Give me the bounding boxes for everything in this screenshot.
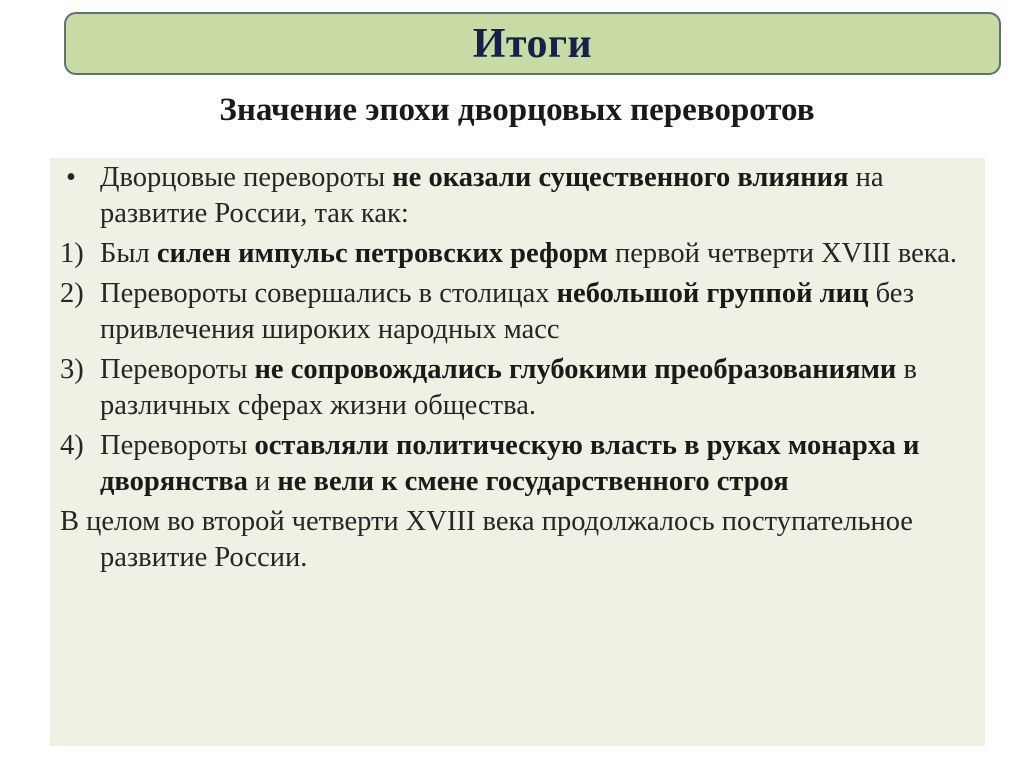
list-marker: 1) xyxy=(60,238,84,269)
body-text: на развитие России, так как: xyxy=(100,162,884,229)
body-text: без привлечения широких народных масс xyxy=(100,278,915,345)
body-text: Дворцовые перевороты xyxy=(100,162,393,193)
conclusion-text: В целом во второй четверти XVIII века продолжалось поступательное развитие России. xyxy=(60,506,913,573)
list-marker: 3) xyxy=(60,354,84,385)
emphasis-text: силен импульс петровских реформ xyxy=(156,238,608,269)
emphasis-text: не сопровождались глубокими преобразованиями xyxy=(254,354,897,385)
title-banner xyxy=(64,12,1001,75)
list-item-text xyxy=(100,430,919,497)
list-item-2 xyxy=(60,276,970,348)
emphasis-text: небольшой группой лиц xyxy=(556,278,869,309)
slide-subtitle: Значение эпохи дворцовых переворотов xyxy=(219,92,815,128)
list-item-4 xyxy=(60,428,970,500)
intro-bullet xyxy=(60,160,970,232)
page-title: Итоги xyxy=(472,20,593,67)
emphasis-text: не оказали существенного влияния xyxy=(392,162,849,193)
bullet-marker: • xyxy=(66,162,76,193)
list-item-1 xyxy=(60,236,970,272)
intro-text xyxy=(100,162,884,229)
body-text: Был xyxy=(100,238,157,269)
body-text: в различных сферах жизни общества. xyxy=(100,354,917,421)
body-text: первой четверти XVIII века. xyxy=(607,238,957,269)
body-text: Перевороты совершались в столицах xyxy=(100,278,557,309)
emphasis-text: не вели к смене государственного строя xyxy=(277,466,789,497)
body-text: Перевороты xyxy=(100,354,255,385)
list-marker: 2) xyxy=(60,278,84,309)
list-item-text xyxy=(100,278,914,345)
emphasis-text: оставляли политическую власть в руках монарха и дворянства xyxy=(100,430,920,497)
list-item-text xyxy=(100,238,957,269)
list-item-text xyxy=(100,354,917,421)
content-list xyxy=(60,160,970,580)
body-text: и xyxy=(247,466,278,497)
body-text: Перевороты xyxy=(100,430,255,461)
list-item-3 xyxy=(60,352,970,424)
list-marker: 4) xyxy=(60,430,84,461)
